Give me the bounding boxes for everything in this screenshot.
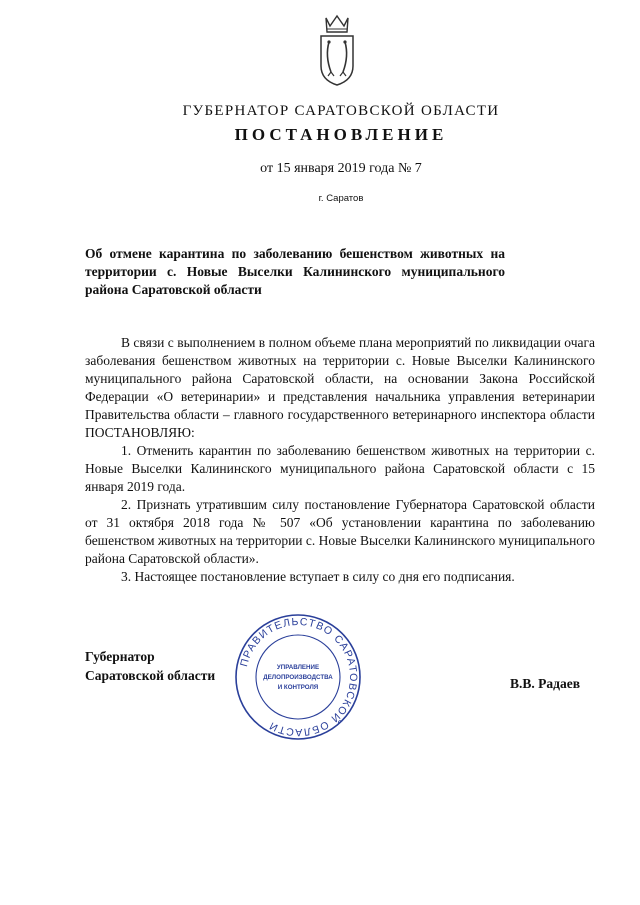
signatory-position-line-1: Губернатор [85,649,155,664]
body-paragraph-item-1: 1. Отменить карантин по заболеванию бешенством животных на территории с. Новые Выселки Калининского муниципального района Саратовской области с 15 января 2019 года. [85,443,595,494]
document-date-number: от 15 января 2019 года № 7 [260,161,422,176]
stamp-inner-line-1: УПРАВЛЕНИЕ [276,664,320,671]
signatory-position-line-2: Саратовской области [85,668,216,683]
body-paragraph-preamble: В связи с выполнением в полном объеме плана мероприятий по ликвидации очага заболевания бешенством животных на территории с. Новые Выселки Калининского муниципального района Саратовской области, на основании Закона Российской Федерации «О ветеринарии» и представления начальника управления ветеринарии Правительства области – главного государственного ветеринарного инспектора области ПОСТАНОВЛЯЮ: [85,335,595,440]
official-stamp [233,612,363,742]
body-paragraph-item-2: 2. Признать утратившим силу постановление Губернатора Саратовской области от 31 октября 2018 года № 507 «Об установлении карантина по заболеванию бешенством животных на территории с. Новые Выселки Калининского муниципального района Саратовской области». [85,497,595,566]
signatory-name: В.В. Радаев [510,676,580,691]
document-type: ПОСТАНОВЛЕНИЕ [234,125,448,144]
signatory-position [85,647,215,685]
stamp-inner-line-2: ДЕЛОПРОИЗВОДСТВА [263,674,333,681]
body-paragraph-item-3: 3. Настоящее постановление вступает в силу со дня его подписания. [121,569,515,584]
document-city: г. Саратов [318,193,364,204]
stamp-inner-line-3: И КОНТРОЛЯ [277,684,319,691]
document-body [85,334,595,586]
organization-title: ГУБЕРНАТОР САРАТОВСКОЙ ОБЛАСТИ [182,103,500,119]
stamp-outer-text: ПРАВИТЕЛЬСТВО САРАТОВСКОЙ ОБЛАСТИ [238,615,360,739]
saratov-coat-of-arms-icon [313,12,361,88]
document-title: Об отмене карантина по заболеванию бешенством животных на территории с. Новые Выселки Калининского муниципального района Саратовской области [85,246,505,297]
